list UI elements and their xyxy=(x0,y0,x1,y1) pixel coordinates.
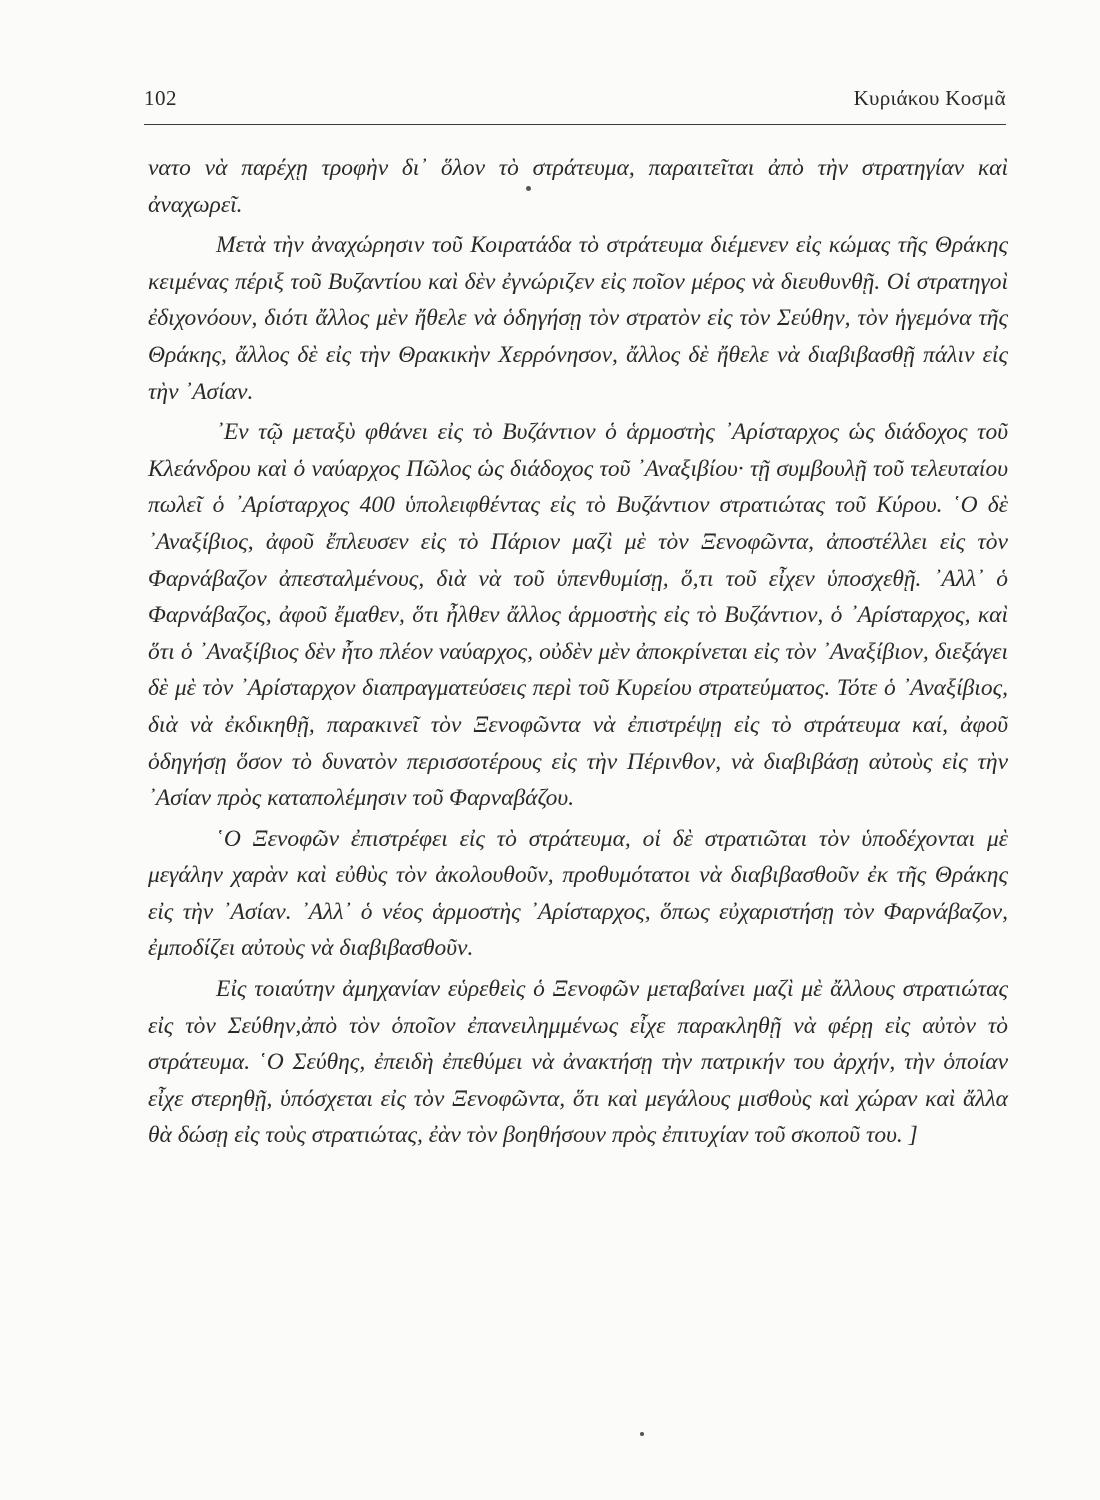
paragraph: ᾿Εν τῷ μεταξὺ φθάνει εἰς τὸ Βυζάντιον ὁ ἁρμοστὴς ᾿Αρίσταρχος ὡς διάδοχος τοῦ Κλεάνδρου καὶ ὁ ναύαρχος Πῶλος ὡς διάδοχος τοῦ ᾿Αναξιβίου· τῇ συμβουλῇ τοῦ τελευταίου πωλεῖ ὁ ᾿Αρίσταρχος 400 ὑπολειφθέντας εἰς τὸ Βυζάντιον στρατιώτας τοῦ Κύρου. ῾Ο δὲ ᾿Αναξίβιος, ἀφοῦ ἔπλευσεν εἰς τὸ Πάριον μαζὶ μὲ τὸν Ξενοφῶντα, ἀποστέλλει εἰς τὸν Φαρνάβαζον ἀπεσταλμένους, διὰ νὰ τοῦ ὑπενθυμίσῃ, ὅ,τι τοῦ εἶχεν ὑποσχεθῇ. ᾿Αλλ᾿ ὁ Φαρνάβαζος, ἀφοῦ ἔμαθεν, ὅτι ἦλθεν ἄλλος ἁρμοστὴς εἰς τὸ Βυζάντιον, ὁ ᾿Αρίσταρχος, καὶ ὅτι ὁ ᾿Αναξίβιος δὲν ἦτο πλέον ναύαρχος, οὐδὲν μὲν ἀποκρίνεται εἰς τὸν ᾿Αναξίβιον, διεξάγει δὲ μὲ τὸν ᾿Αρίσταρχον διαπραγματεύσεις περὶ τοῦ Κυρείου στρατεύματος. Τότε ὁ ᾿Αναξίβιος, διὰ νὰ ἐκδικηθῇ, παρακινεῖ τὸν Ξενοφῶντα νὰ ἐπιστρέψῃ εἰς τὸ στράτευμα καί, ἀφοῦ ὁδηγήσῃ ὅσον τὸ δυνατὸν περισσοτέρους εἰς τὴν Πέρινθον, νὰ διαβιβάσῃ αὐτοὺς εἰς τὴν ᾿Ασίαν πρὸς καταπολέμησιν τοῦ Φαρναβάζου. xyxy=(148,419,1008,812)
page-header xyxy=(144,84,1006,125)
ink-speck xyxy=(640,1432,644,1436)
paragraph: Εἰς τοιαύτην ἀμηχανίαν εὑρεθεὶς ὁ Ξενοφῶν μεταβαίνει μαζὶ μὲ ἄλλους στρατιώτας εἰς τὸν Σεύθην,ἀπὸ τὸν ὁποῖον ἐπανειλημμένως εἶχε παρακληθῇ νὰ φέρῃ εἰς αὐτὸν τὸ στράτευμα. ῾Ο Σεύθης, ἐπειδὴ ἐπεθύμει νὰ ἀνακτήσῃ τὴν πατρικήν του ἀρχήν, τὴν ὁποίαν εἶχε στερηθῇ, ὑπόσχεται εἰς τὸν Ξενοφῶντα, ὅτι καὶ μεγάλους μισθοὺς καὶ χώραν καὶ ἄλλα θὰ δώσῃ εἰς τοὺς στρατιώτας, ἐὰν τὸν βοηθήσουν πρὸς ἐπιτυχίαν τοῦ σκοποῦ του. ] xyxy=(148,976,1008,1149)
page-number: 102 xyxy=(144,86,177,110)
paragraph: Μετὰ τὴν ἀναχώρησιν τοῦ Κοιρατάδα τὸ στράτευμα διέμενεν εἰς κώμας τῆς Θράκης κειμένας πέριξ τοῦ Βυζαντίου καὶ δὲν ἐγνώριζεν εἰς ποῖον μέρος νὰ διευθυνθῇ. Οἱ στρατηγοὶ ἐδιχονόουν, διότι ἄλλος μὲν ἤθελε νὰ ὁδηγήσῃ τὸν στρατὸν εἰς τὸν Σεύθην, τὸν ἡγεμόνα τῆς Θράκης, ἄλλος δὲ εἰς τὴν Θρακικὴν Χερρόνησον, ἄλλος δὲ ἤθελε νὰ διαβιβασθῇ πάλιν εἰς τὴν ᾿Ασίαν. xyxy=(148,232,1008,405)
paragraph: νατο νὰ παρέχῃ τροφὴν δι᾿ ὅλον τὸ στράτευμα, παραιτεῖται ἀπὸ τὴν στρατηγίαν καὶ ἀναχωρεῖ. xyxy=(148,155,1008,218)
ink-speck xyxy=(526,186,531,191)
running-head: Κυριάκου Κοσμᾶ xyxy=(853,86,1006,110)
body-text xyxy=(148,150,1008,1158)
paragraph: ῾Ο Ξενοφῶν ἐπιστρέφει εἰς τὸ στράτευμα, οἱ δὲ στρατιῶται τὸν ὑποδέχονται μὲ μεγάλην χαρὰν καὶ εὐθὺς τὸν ἀκολουθοῦν, προθυμότατοι νὰ διαβιβασθοῦν ἐκ τῆς Θράκης εἰς τὴν ᾿Ασίαν. ᾿Αλλ᾿ ὁ νέος ἁρμοστὴς ᾿Αρίσταρχος, ὅπως εὐχαριστήσῃ τὸν Φαρνάβαζον, ἐμποδίζει αὐτοὺς νὰ διαβιβασθοῦν. xyxy=(148,825,1008,962)
